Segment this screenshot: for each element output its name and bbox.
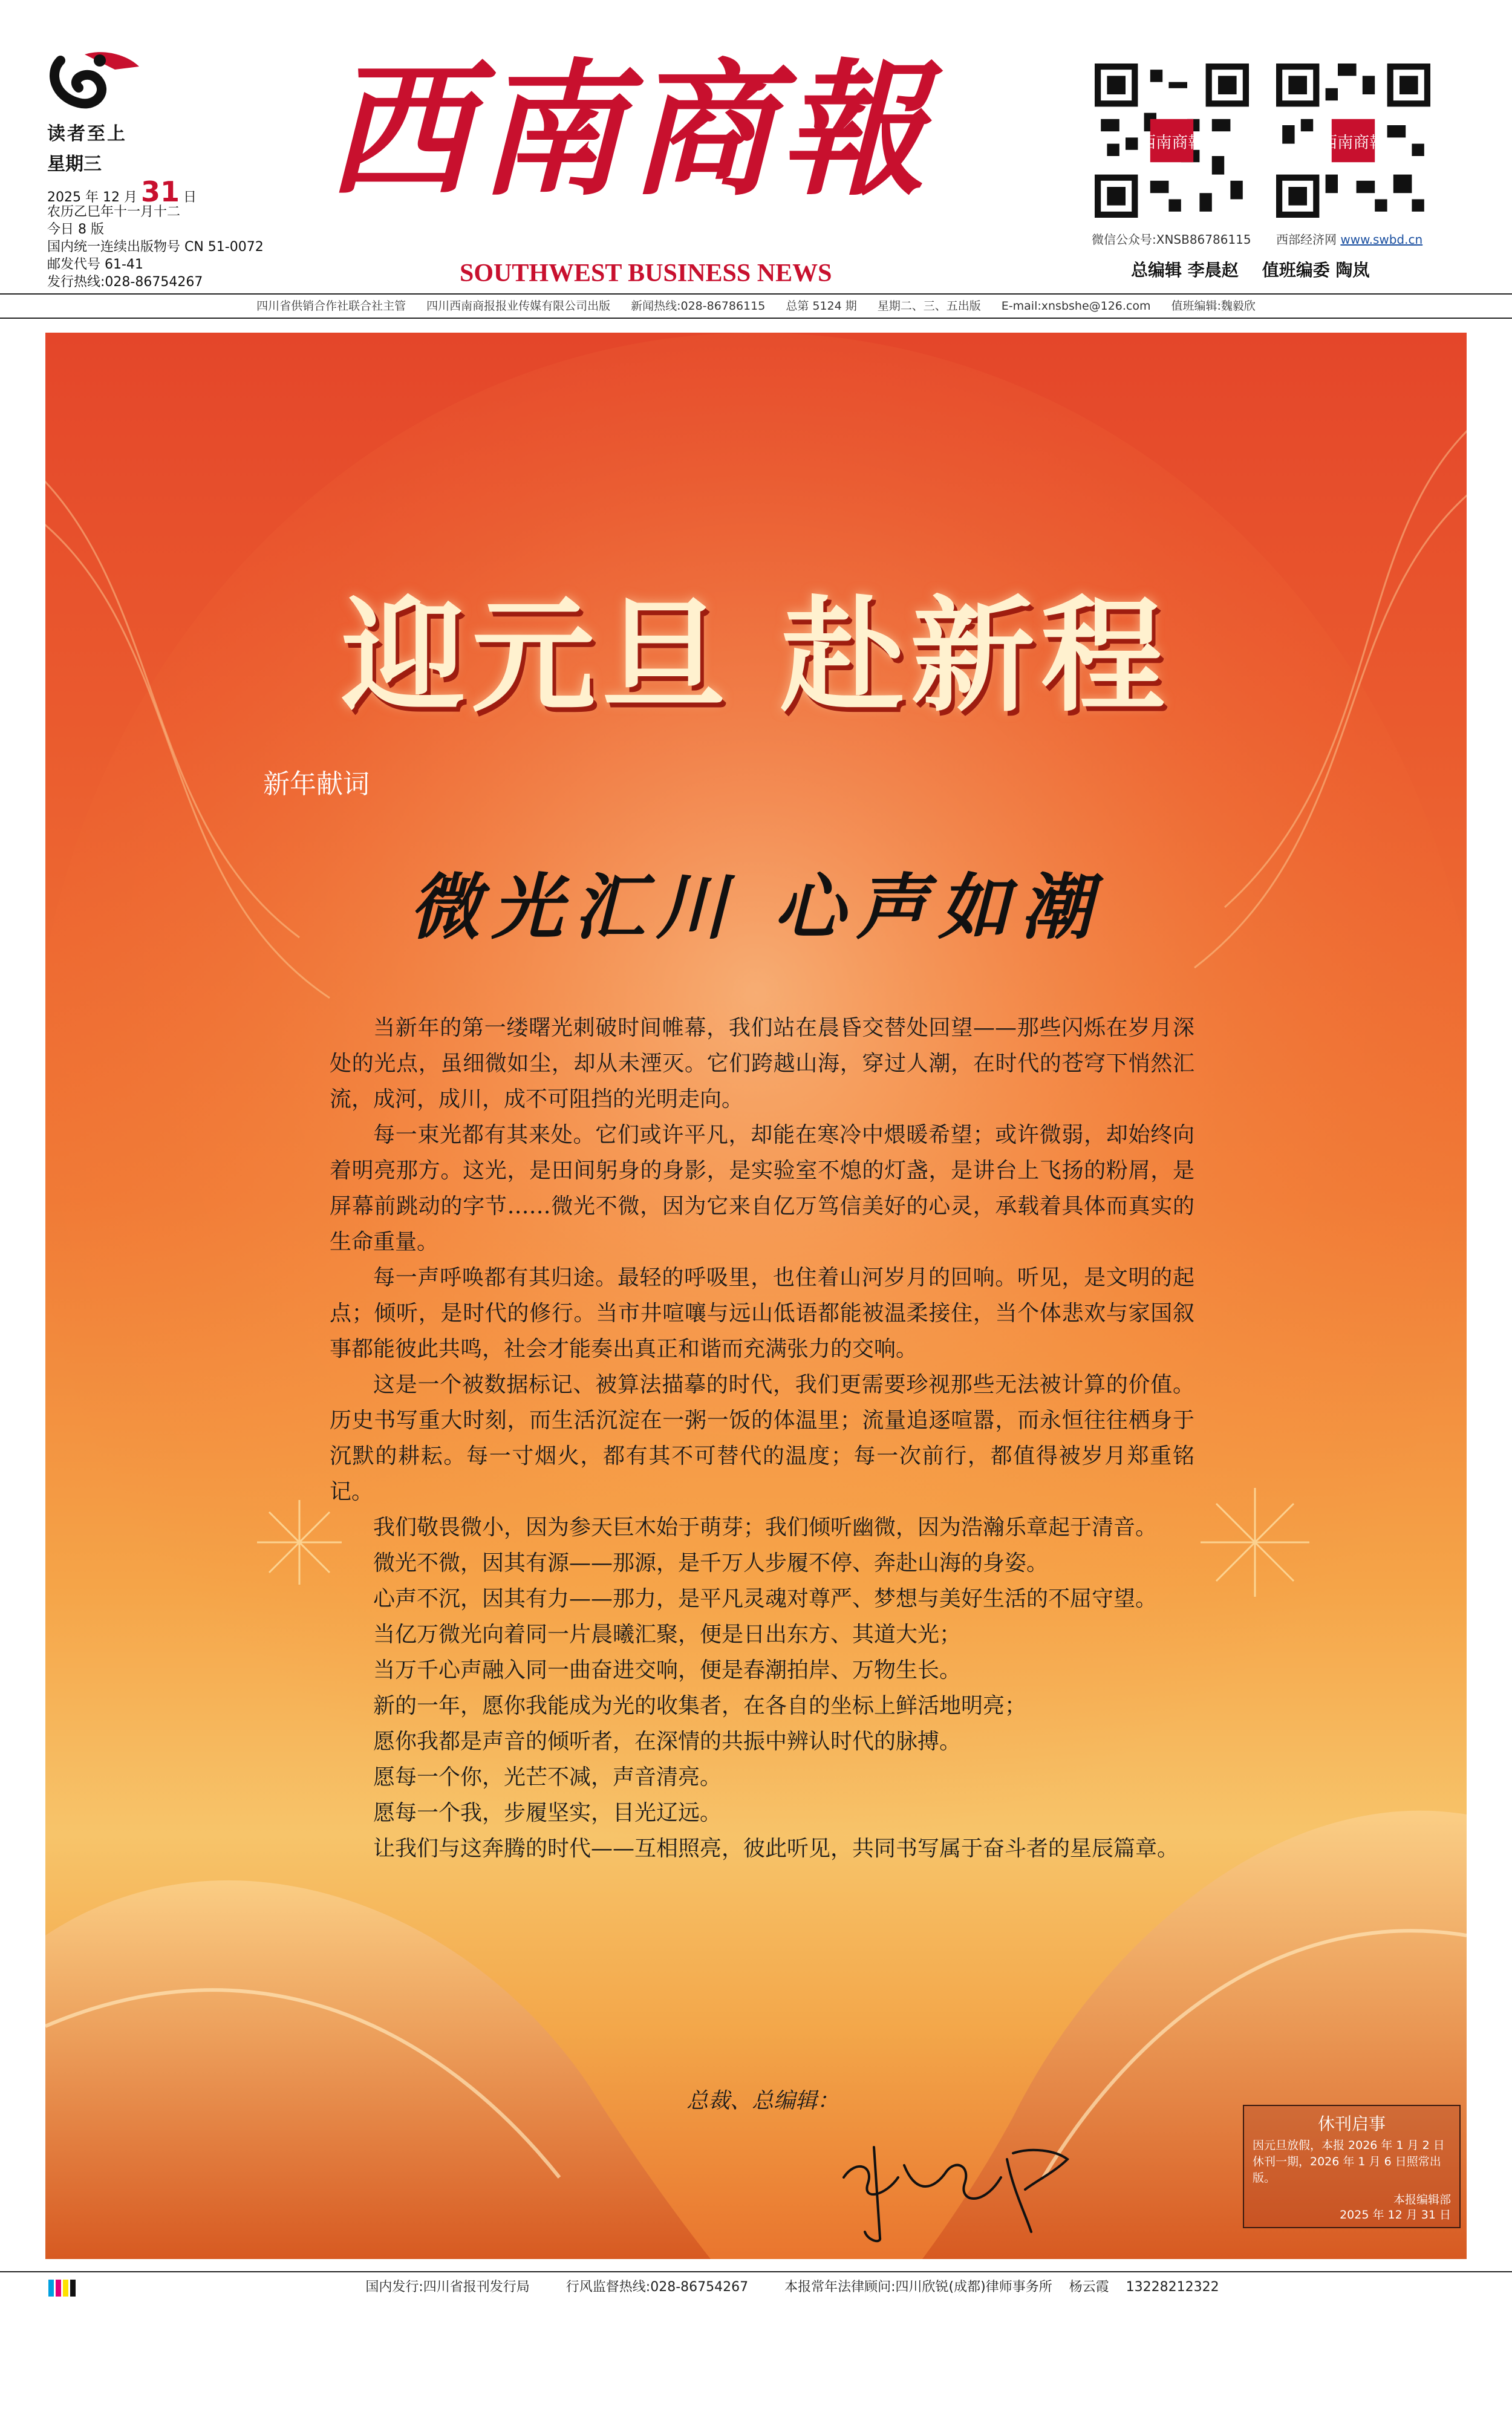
essay-title: 微光汇川 心声如潮 [409, 865, 1103, 949]
notice-department: 本报编辑部 [1393, 2193, 1451, 2206]
footer-bar [0, 2271, 1512, 2303]
date-suffix: 日 [183, 190, 197, 205]
notice-date: 2025 年 12 月 31 日 [1340, 2208, 1451, 2222]
essay-paragraph: 当亿万微光向着同一片晨曦汇聚，便是日出东方、其道大光； [373, 1622, 962, 1647]
website-link[interactable]: www.swbd.cn [1340, 232, 1423, 247]
editor-credits [1131, 257, 1370, 281]
website-label: 西部经济网 [1276, 232, 1337, 247]
signature-image [832, 2123, 1086, 2250]
slogan: 读者至上 [47, 123, 127, 145]
footer-item: 国内发行:四川省报刊发行局 [365, 2280, 530, 2295]
essay-paragraph: 我们敬畏微小，因为参天巨木始于萌芽；我们倾听幽微，因为浩瀚乐章起于清音。 [373, 1515, 1158, 1540]
chief-editor: 总编辑 李晨赵 [1131, 260, 1239, 280]
poster-subhead: 新年献词 [263, 769, 370, 800]
info-bar-item: 四川省供销合作社联合社主管 [256, 299, 406, 313]
new-year-poster [45, 333, 1467, 2259]
essay-paragraph: 每一声呼唤都有其归途。最轻的呼吸里，也住着山河岁月的回响。听见，是文明的起点；倾听，是时代的修行。当市井喧嚷与远山低语都能被温柔接住，当个体悲欢与家国叙事都能彼此共鸣，社会才能奏出真正和谐而充满张力的交响。 [330, 1265, 1194, 1361]
wechat-qr-code-icon[interactable] [1095, 64, 1249, 218]
info-bar-item: 星期二、三、五出版 [877, 299, 981, 313]
color-bar-cyan [48, 2280, 54, 2297]
website-caption [1276, 230, 1422, 247]
essay-paragraph: 愿每一个你，光芒不减，声音清亮。 [373, 1765, 722, 1790]
footer-text [97, 2272, 1488, 2303]
page-count: 今日 8 版 [47, 222, 104, 237]
essay-paragraph: 每一束光都有其来处。它们或许平凡，却能在寒冷中煨暖希望；或许微弱，却始终向着明亮那方。这光，是田间躬身的身影，是实验室不熄的灯盏，是讲台上飞扬的粉屑，是屏幕前跳动的字节……微光不微，因为它来自亿万笃信美好的心灵，承载着具体而真实的生命重量。 [330, 1123, 1194, 1254]
essay-paragraph: 心声不沉，因其有力——那力，是平凡灵魂对尊严、梦想与美好生活的不屈守望。 [373, 1586, 1158, 1611]
essay-paragraph: 让我们与这奔腾的时代——互相照亮，彼此听见，共同书写属于奋斗者的星辰篇章。 [373, 1836, 1179, 1861]
color-bar-black [70, 2280, 76, 2297]
signature-label: 总裁、总编辑： [686, 2088, 839, 2113]
essay-paragraph: 当新年的第一缕曙光刺破时间帷幕，我们站在晨昏交替处回望——那些闪烁在岁月深处的光点，虽细微如尘，却从未湮灭。它们跨越山海，穿过人潮，在时代的苍穹下悄然汇流，成河，成川，成不可阻挡的光明走向。 [330, 1016, 1194, 1112]
wechat-caption: 微信公众号:XNSB86786115 [1092, 232, 1251, 247]
essay-paragraph: 新的一年，愿你我能成为光的收集者，在各自的坐标上鲜活地明亮； [373, 1694, 1027, 1718]
color-bar-yellow [63, 2280, 68, 2297]
essay-body [330, 1010, 1194, 1867]
weekday: 星期三 [47, 154, 102, 175]
essay-paragraph: 愿每一个我，步履坚实，目光辽远。 [373, 1801, 722, 1825]
qr-logo-text: 西南商報 [1321, 133, 1386, 152]
footer-item: 本报常年法律顾问:四川欣锐(成都)律师事务所 杨云霞 13228212322 [784, 2280, 1219, 2295]
info-bar-item: 值班编辑:魏毅欣 [1171, 299, 1256, 313]
lunar-date: 农历乙巳年十一月十二 [47, 204, 181, 220]
footer-item: 行风监督热线:028-86754267 [565, 2280, 749, 2295]
duty-editor: 值班编委 陶岚 [1262, 260, 1370, 280]
cn-number: 国内统一连续出版物号 CN 51-0072 [47, 240, 264, 255]
color-bar-magenta [56, 2280, 61, 2297]
essay-paragraph: 这是一个被数据标记、被算法描摹的时代，我们更需要珍视那些无法被计算的价值。历史书写重大时刻，而生活沉淀在一粥一饭的体温里；流量追逐喧嚣，而永恒往往栖身于沉默的耕耘。每一寸烟火，都有其不可替代的温度；每一次前行，都值得被岁月郑重铭记。 [330, 1372, 1194, 1504]
postal-code: 邮发代号 61-41 [47, 257, 143, 272]
notice-body: 因元旦放假，本报 2026 年 1 月 2 日休刊一期，2026 年 1 月 6 日照常出版。 [1253, 2139, 1445, 2185]
date-day: 31 [140, 175, 180, 208]
qr-logo-text: 西南商報 [1139, 133, 1204, 152]
distribution-hotline: 发行热线:028-86754267 [47, 275, 203, 290]
info-bar [0, 293, 1512, 319]
website-qr-code-icon[interactable] [1276, 64, 1430, 218]
info-bar-item: 新闻热线:028-86786115 [631, 299, 766, 313]
essay-paragraph: 微光不微，因其有源——那源，是千万人步履不停、奔赴山海的身姿。 [373, 1551, 1049, 1576]
info-bar-item: 总第 5124 期 [786, 299, 857, 313]
notice-title: 休刊启事 [1317, 2114, 1386, 2134]
essay-paragraph: 愿你我都是声音的倾听者，在深情的共振中辨认时代的脉搏。 [373, 1729, 962, 1754]
suspension-notice [1243, 2105, 1461, 2228]
poster-headline: 迎元旦 赴新程 [341, 585, 1171, 729]
date-prefix: 2025 年 12 月 [47, 190, 137, 205]
newspaper-logo-icon [42, 42, 145, 121]
info-bar-item[interactable]: E-mail:xnsbshe@126.com [1001, 299, 1151, 313]
info-bar-item: 四川西南商报报业传媒有限公司出版 [426, 299, 611, 313]
essay-paragraph: 当万千心声融入同一曲奋进交响，便是春潮拍岸、万物生长。 [373, 1658, 962, 1683]
newspaper-title-en: SOUTHWEST BUSINESS NEWS [460, 259, 832, 287]
newspaper-title: 西南商報 [327, 45, 932, 215]
